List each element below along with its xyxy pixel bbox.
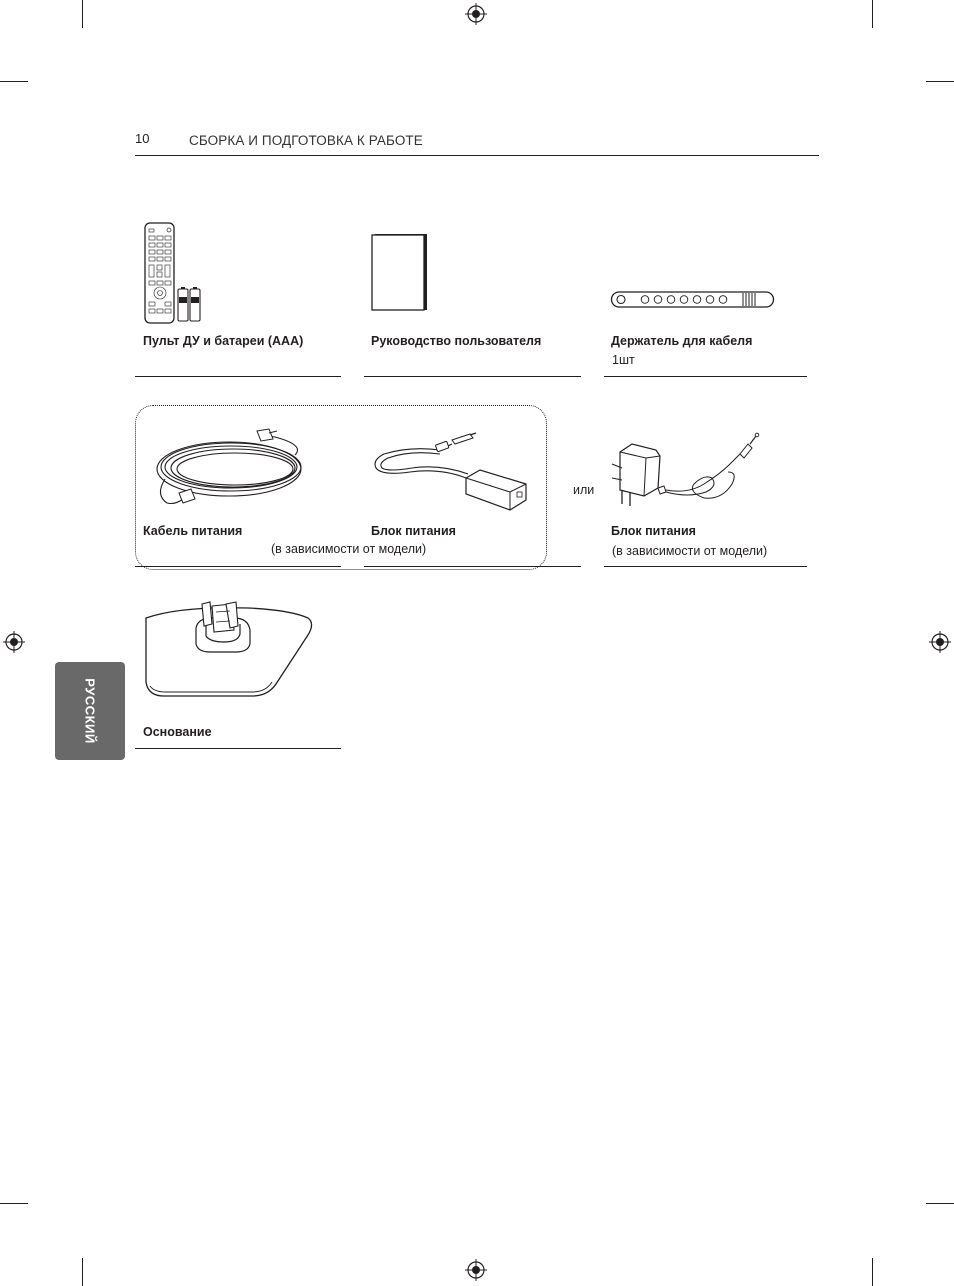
language-side-tab <box>55 662 125 760</box>
crop-mark <box>82 0 83 28</box>
item-rule <box>364 566 581 567</box>
power-supply-1-note: (в зависимости от модели) <box>271 542 427 556</box>
power-supply-1-label: Блок питания <box>371 524 456 538</box>
page-number: 10 <box>135 131 150 146</box>
item-rule <box>604 376 807 377</box>
crop-mark <box>0 81 28 82</box>
crop-mark <box>926 1203 954 1204</box>
item-rule <box>604 566 807 567</box>
power-cord-label: Кабель питания <box>143 524 243 538</box>
or-separator: или <box>573 483 595 497</box>
item-rule <box>135 566 341 567</box>
remote-label: Пульт ДУ и батареи (AAA) <box>143 334 304 348</box>
stand-base-icon <box>140 600 315 700</box>
power-supply-2-note: (в зависимости от модели) <box>612 544 768 558</box>
registration-mark-icon <box>465 1259 487 1281</box>
item-rule <box>364 376 581 377</box>
manual-book-icon <box>370 232 430 312</box>
cable-holder-label: Держатель для кабеля <box>611 334 753 348</box>
crop-mark <box>872 1258 873 1286</box>
item-rule <box>135 748 341 749</box>
header-rule <box>135 155 819 156</box>
power-adapter-wall-icon <box>608 428 768 513</box>
language-label: РУССКИЙ <box>82 678 98 744</box>
crop-mark <box>926 81 954 82</box>
crop-mark <box>82 1258 83 1286</box>
crop-mark <box>872 0 873 28</box>
cable-holder-qty: 1шт <box>612 353 635 367</box>
registration-mark-icon <box>929 631 951 653</box>
item-rule <box>135 376 341 377</box>
power-supply-2-label: Блок питания <box>611 524 696 538</box>
remote-control-icon <box>143 221 203 325</box>
power-cord-icon <box>145 425 315 510</box>
registration-mark-icon <box>465 3 487 25</box>
cable-holder-icon <box>610 290 776 310</box>
power-adapter-brick-icon <box>370 428 530 513</box>
registration-mark-icon <box>3 631 25 653</box>
section-title: СБОРКА И ПОДГОТОВКА К РАБОТЕ <box>189 133 423 148</box>
manual-label: Руководство пользователя <box>371 334 542 348</box>
stand-label: Основание <box>143 725 212 739</box>
crop-mark <box>0 1203 28 1204</box>
